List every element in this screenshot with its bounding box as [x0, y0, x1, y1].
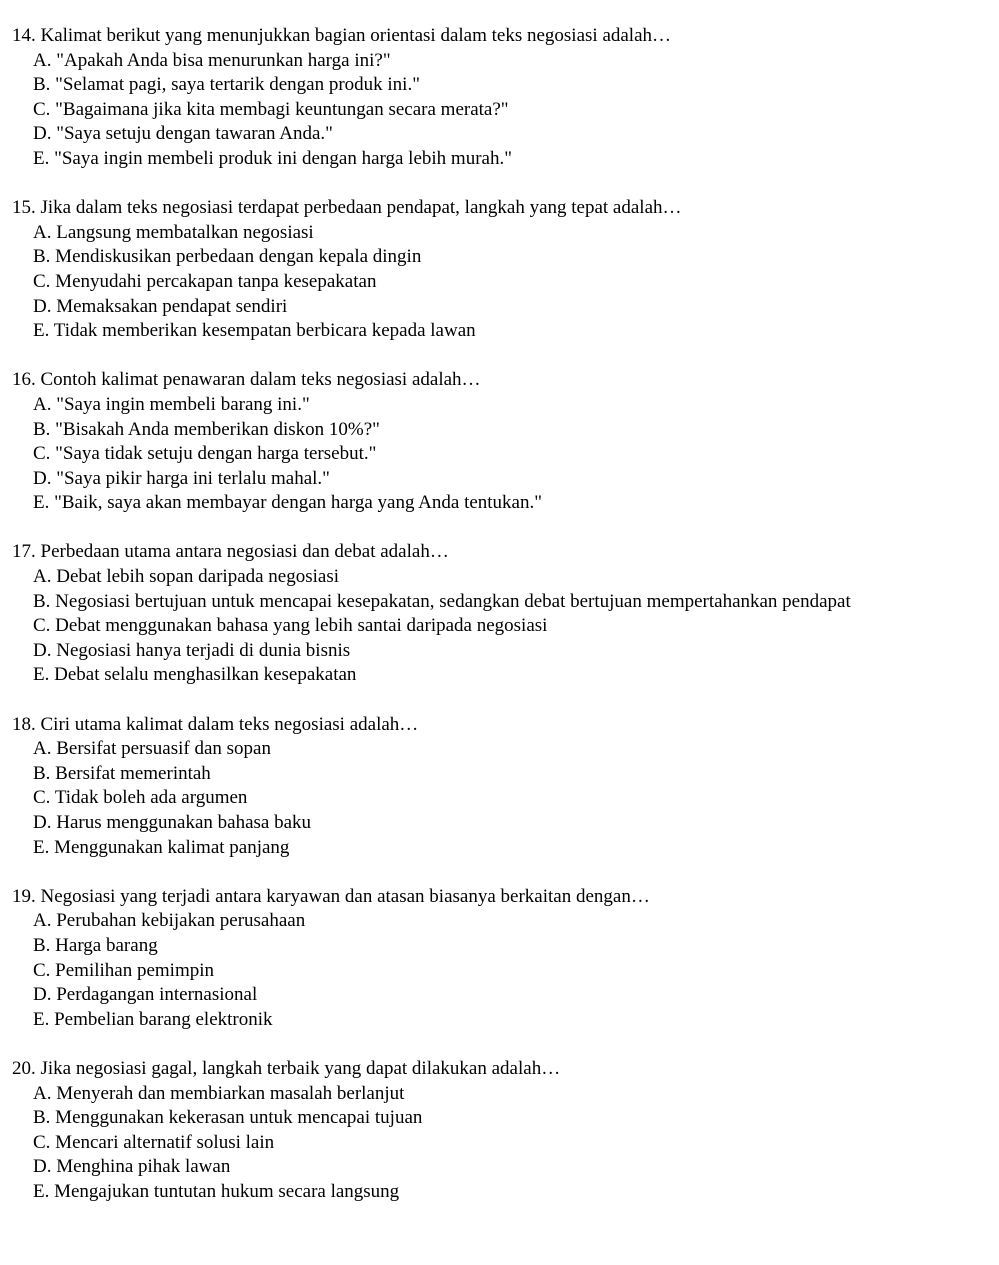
- option-b: B. Harga barang: [33, 934, 158, 956]
- question-text: 19. Negosiasi yang terjadi antara karyawan dan atasan biasanya berkaitan dengan…: [12, 885, 650, 907]
- question-18: [12, 713, 999, 861]
- question-16: [12, 368, 999, 516]
- option-c: C. "Saya tidak setuju dengan harga tersebut.": [33, 443, 377, 465]
- option-e: E. Mengajukan tuntutan hukum secara langsung: [33, 1180, 400, 1202]
- option-b: B. Mendiskusikan perbedaan dengan kepala dingin: [33, 246, 422, 268]
- option-d: D. "Saya setuju dengan tawaran Anda.": [33, 123, 333, 145]
- question-text: 17. Perbedaan utama antara negosiasi dan debat adalah…: [12, 541, 449, 563]
- question-text: 14. Kalimat berikut yang menunjukkan bagian orientasi dalam teks negosiasi adalah…: [12, 25, 672, 46]
- option-c: C. "Bagaimana jika kita membagi keuntungan secara merata?": [33, 98, 509, 120]
- question-text: 20. Jika negosiasi gagal, langkah terbaik yang dapat dilakukan adalah…: [12, 1057, 561, 1079]
- option-e: E. Menggunakan kalimat panjang: [33, 836, 290, 858]
- option-d: D. "Saya pikir harga ini terlalu mahal.": [33, 467, 330, 489]
- question-text: 16. Contoh kalimat penawaran dalam teks negosiasi adalah…: [12, 369, 481, 391]
- option-a: A. "Saya ingin membeli barang ini.": [33, 393, 310, 415]
- option-b: B. Negosiasi bertujuan untuk mencapai kesepakatan, sedangkan debat bertujuan mempertahankan pendapat: [33, 590, 851, 612]
- option-b: B. "Selamat pagi, saya tertarik dengan produk ini.": [33, 74, 420, 96]
- option-list: [12, 565, 999, 688]
- option-c: C. Debat menggunakan bahasa yang lebih santai daripada negosiasi: [33, 615, 548, 637]
- option-list: [12, 221, 999, 344]
- option-e: E. Tidak memberikan kesempatan berbicara kepada lawan: [33, 320, 476, 342]
- option-d: D. Negosiasi hanya terjadi di dunia bisnis: [33, 639, 351, 661]
- option-a: A. Menyerah dan membiarkan masalah berlanjut: [33, 1082, 405, 1104]
- option-a: A. Debat lebih sopan daripada negosiasi: [33, 566, 340, 588]
- option-d: D. Memaksakan pendapat sendiri: [33, 295, 288, 317]
- option-e: E. Debat selalu menghasilkan kesepakatan: [33, 664, 357, 686]
- option-a: A. Langsung membatalkan negosiasi: [33, 221, 314, 243]
- question-text: 18. Ciri utama kalimat dalam teks negosiasi adalah…: [12, 713, 419, 735]
- option-d: D. Harus menggunakan bahasa baku: [33, 812, 312, 833]
- option-list: [12, 737, 999, 860]
- option-a: A. Bersifat persuasif dan sopan: [33, 738, 271, 760]
- option-d: D. Perdagangan internasional: [33, 984, 258, 1006]
- option-d: D. Menghina pihak lawan: [33, 1156, 231, 1178]
- option-c: C. Pemilihan pemimpin: [33, 959, 215, 981]
- question-19: [12, 885, 999, 1033]
- option-b: B. "Bisakah Anda memberikan diskon 10%?": [33, 418, 380, 440]
- option-b: B. Bersifat memerintah: [33, 762, 211, 784]
- option-c: C. Mencari alternatif solusi lain: [33, 1131, 275, 1153]
- question-17: [12, 540, 999, 688]
- option-e: E. Pembelian barang elektronik: [33, 1008, 273, 1030]
- option-list: [12, 49, 999, 172]
- question-14: [12, 24, 999, 172]
- option-b: B. Menggunakan kekerasan untuk mencapai tujuan: [33, 1107, 423, 1129]
- option-a: A. Perubahan kebijakan perusahaan: [33, 910, 306, 932]
- question-20: [12, 1057, 999, 1205]
- option-list: [12, 909, 999, 1032]
- question-text: 15. Jika dalam teks negosiasi terdapat perbedaan pendapat, langkah yang tepat adalah…: [12, 197, 682, 219]
- option-e: E. "Saya ingin membeli produk ini dengan harga lebih murah.": [33, 147, 512, 169]
- option-c: C. Menyudahi percakapan tanpa kesepakatan: [33, 270, 377, 292]
- option-list: [12, 393, 999, 516]
- option-list: [12, 1082, 999, 1205]
- option-a: A. "Apakah Anda bisa menurunkan harga ini?": [33, 49, 391, 71]
- question-15: [12, 196, 999, 344]
- option-e: E. "Baik, saya akan membayar dengan harga yang Anda tentukan.": [33, 492, 542, 514]
- option-c: C. Tidak boleh ada argumen: [33, 787, 248, 809]
